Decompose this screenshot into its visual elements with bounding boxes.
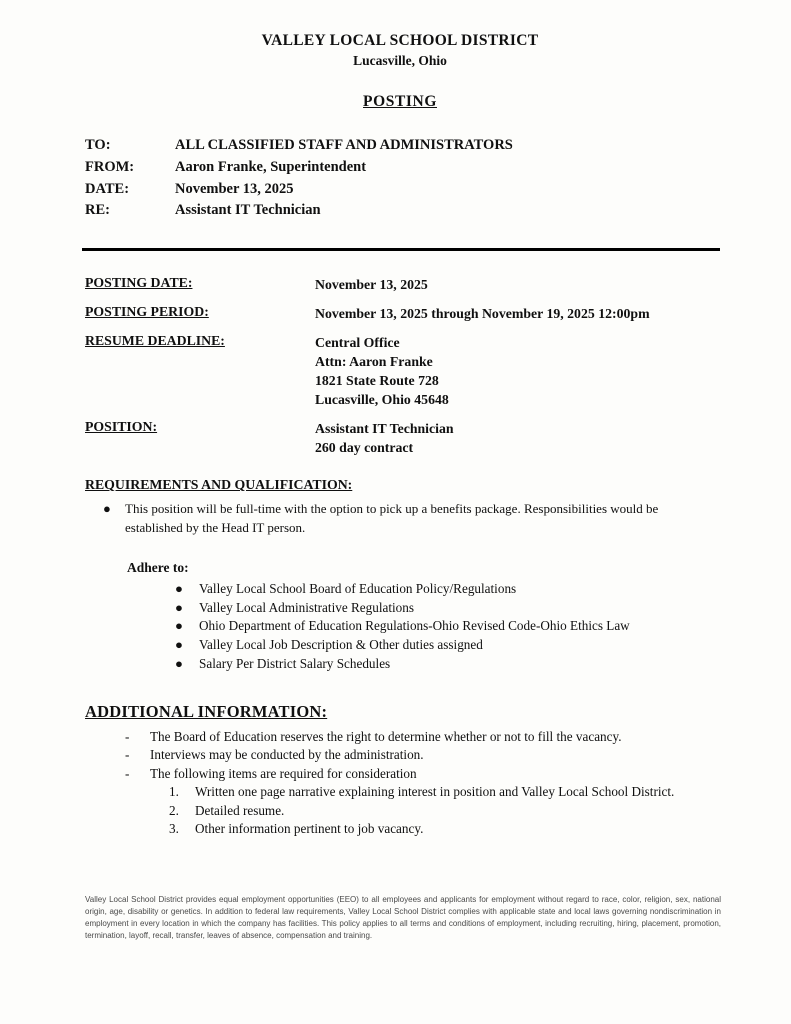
bullet-icon: ● (175, 637, 183, 653)
org-name: VALLEY LOCAL SCHOOL DISTRICT (261, 32, 539, 49)
org-location: Lucasville, Ohio (353, 53, 447, 68)
bullet-icon: ● (175, 655, 183, 671)
detail-label: POSTING PERIOD: (85, 304, 209, 320)
additional-numbered-list (85, 783, 715, 838)
bullet-icon: ● (175, 580, 183, 596)
detail-line: 1821 State Route 728 (315, 373, 439, 389)
dash-icon: - (125, 765, 130, 781)
detail-line: November 13, 2025 through November 19, 2025 12:00pm (315, 306, 650, 322)
list-item (85, 617, 715, 636)
posting-details (85, 275, 715, 457)
list-item (85, 802, 715, 820)
list-item (85, 820, 715, 838)
detail-value (315, 304, 715, 323)
list-item (85, 783, 715, 801)
list-item (85, 765, 715, 783)
detail-line: November 13, 2025 (315, 277, 428, 292)
numbered-item-text: Other information pertinent to job vacancy. (195, 821, 424, 837)
detail-row-resume-deadline (85, 333, 715, 409)
dash-icon: - (125, 747, 130, 763)
list-item (85, 746, 715, 764)
list-item (85, 655, 715, 674)
item-number: 2. (169, 802, 179, 818)
memo-row-to (85, 135, 715, 157)
dash-item-text: Interviews may be conducted by the administration. (150, 747, 424, 763)
adhere-item-text: Valley Local Administrative Regulations (199, 599, 414, 615)
adhere-item-text: Valley Local Job Description & Other duties assigned (199, 637, 483, 653)
adhere-heading: Adhere to: (127, 559, 189, 575)
requirements-bullet-item (85, 500, 715, 538)
document-title: POSTING (363, 93, 437, 110)
list-item (85, 580, 715, 599)
requirements-bullet-text: This position will be full-time with the option to pick up a benefits package. Responsibilities would be established by the Head IT person. (125, 501, 659, 536)
item-number: 1. (169, 784, 179, 800)
dash-item-text: The Board of Education reserves the right to determine whether or not to fill the vacancy. (150, 728, 622, 744)
memo-label: DATE: (85, 180, 130, 197)
adhere-item-text: Valley Local School Board of Education Policy/Regulations (199, 580, 517, 596)
memo-row-date (85, 179, 715, 201)
adhere-item-text: Salary Per District Salary Schedules (199, 655, 391, 671)
bullet-icon: ● (175, 618, 183, 634)
bullet-icon: ● (175, 599, 183, 615)
numbered-item-text: Written one page narrative explaining interest in position and Valley Local School District. (195, 784, 675, 800)
item-number: 3. (169, 821, 179, 837)
detail-row-position (85, 419, 715, 457)
memo-header (85, 135, 715, 222)
bullet-icon: ● (103, 501, 111, 517)
memo-label: FROM: (85, 158, 135, 175)
memo-value: November 13, 2025 (175, 180, 294, 197)
memo-value: ALL CLASSIFIED STAFF AND ADMINISTRATORS (175, 137, 513, 153)
detail-label: POSTING DATE: (85, 275, 193, 290)
list-item (85, 599, 715, 618)
list-item (85, 636, 715, 655)
additional-dash-list (85, 728, 715, 783)
memo-label: RE: (85, 202, 110, 219)
memo-row-re (85, 200, 715, 222)
memo-label: TO: (85, 137, 111, 153)
detail-label: RESUME DEADLINE: (85, 333, 225, 349)
requirements-heading: REQUIREMENTS AND QUALIFICATION: (85, 477, 353, 493)
memo-row-from (85, 157, 715, 179)
dash-icon: - (125, 728, 130, 744)
detail-line: Central Office (315, 335, 400, 351)
additional-info-heading: ADDITIONAL INFORMATION: (85, 701, 328, 721)
detail-label: POSITION: (85, 419, 158, 435)
detail-value (315, 275, 715, 294)
detail-line: Attn: Aaron Franke (315, 354, 433, 370)
detail-row-posting-date (85, 275, 715, 294)
numbered-item-text: Detailed resume. (195, 802, 285, 818)
dash-item-text: The following items are required for consideration (150, 765, 417, 781)
detail-value (315, 419, 715, 457)
detail-line: Lucasville, Ohio 45648 (315, 392, 449, 408)
horizontal-rule (82, 248, 720, 251)
detail-line: 260 day contract (315, 440, 414, 456)
adhere-item-text: Ohio Department of Education Regulations-Ohio Revised Code-Ohio Ethics Law (199, 618, 630, 634)
detail-row-posting-period (85, 304, 715, 323)
eeo-statement: Valley Local School District provides equal employment opportunities (EEO) to all employees and applicants for employment without regard to race, color, religion, sex, national origin, age, disability or genetics. In addition to federal law requirements, Valley Local School District complies with applicable state and local laws governing nondiscrimination in employment in every location in which the company has facilities. This policy applies to all terms and conditions of employment, including recruiting, hiring, placement, promotion, termination, layoff, recall, transfer, leaves of absence, compensation and training. (85, 895, 721, 940)
adhere-list (85, 580, 715, 674)
memo-value: Assistant IT Technician (175, 202, 321, 219)
detail-value (315, 333, 715, 409)
memo-value: Aaron Franke, Superintendent (175, 158, 367, 175)
detail-line: Assistant IT Technician (315, 421, 454, 437)
list-item (85, 728, 715, 746)
